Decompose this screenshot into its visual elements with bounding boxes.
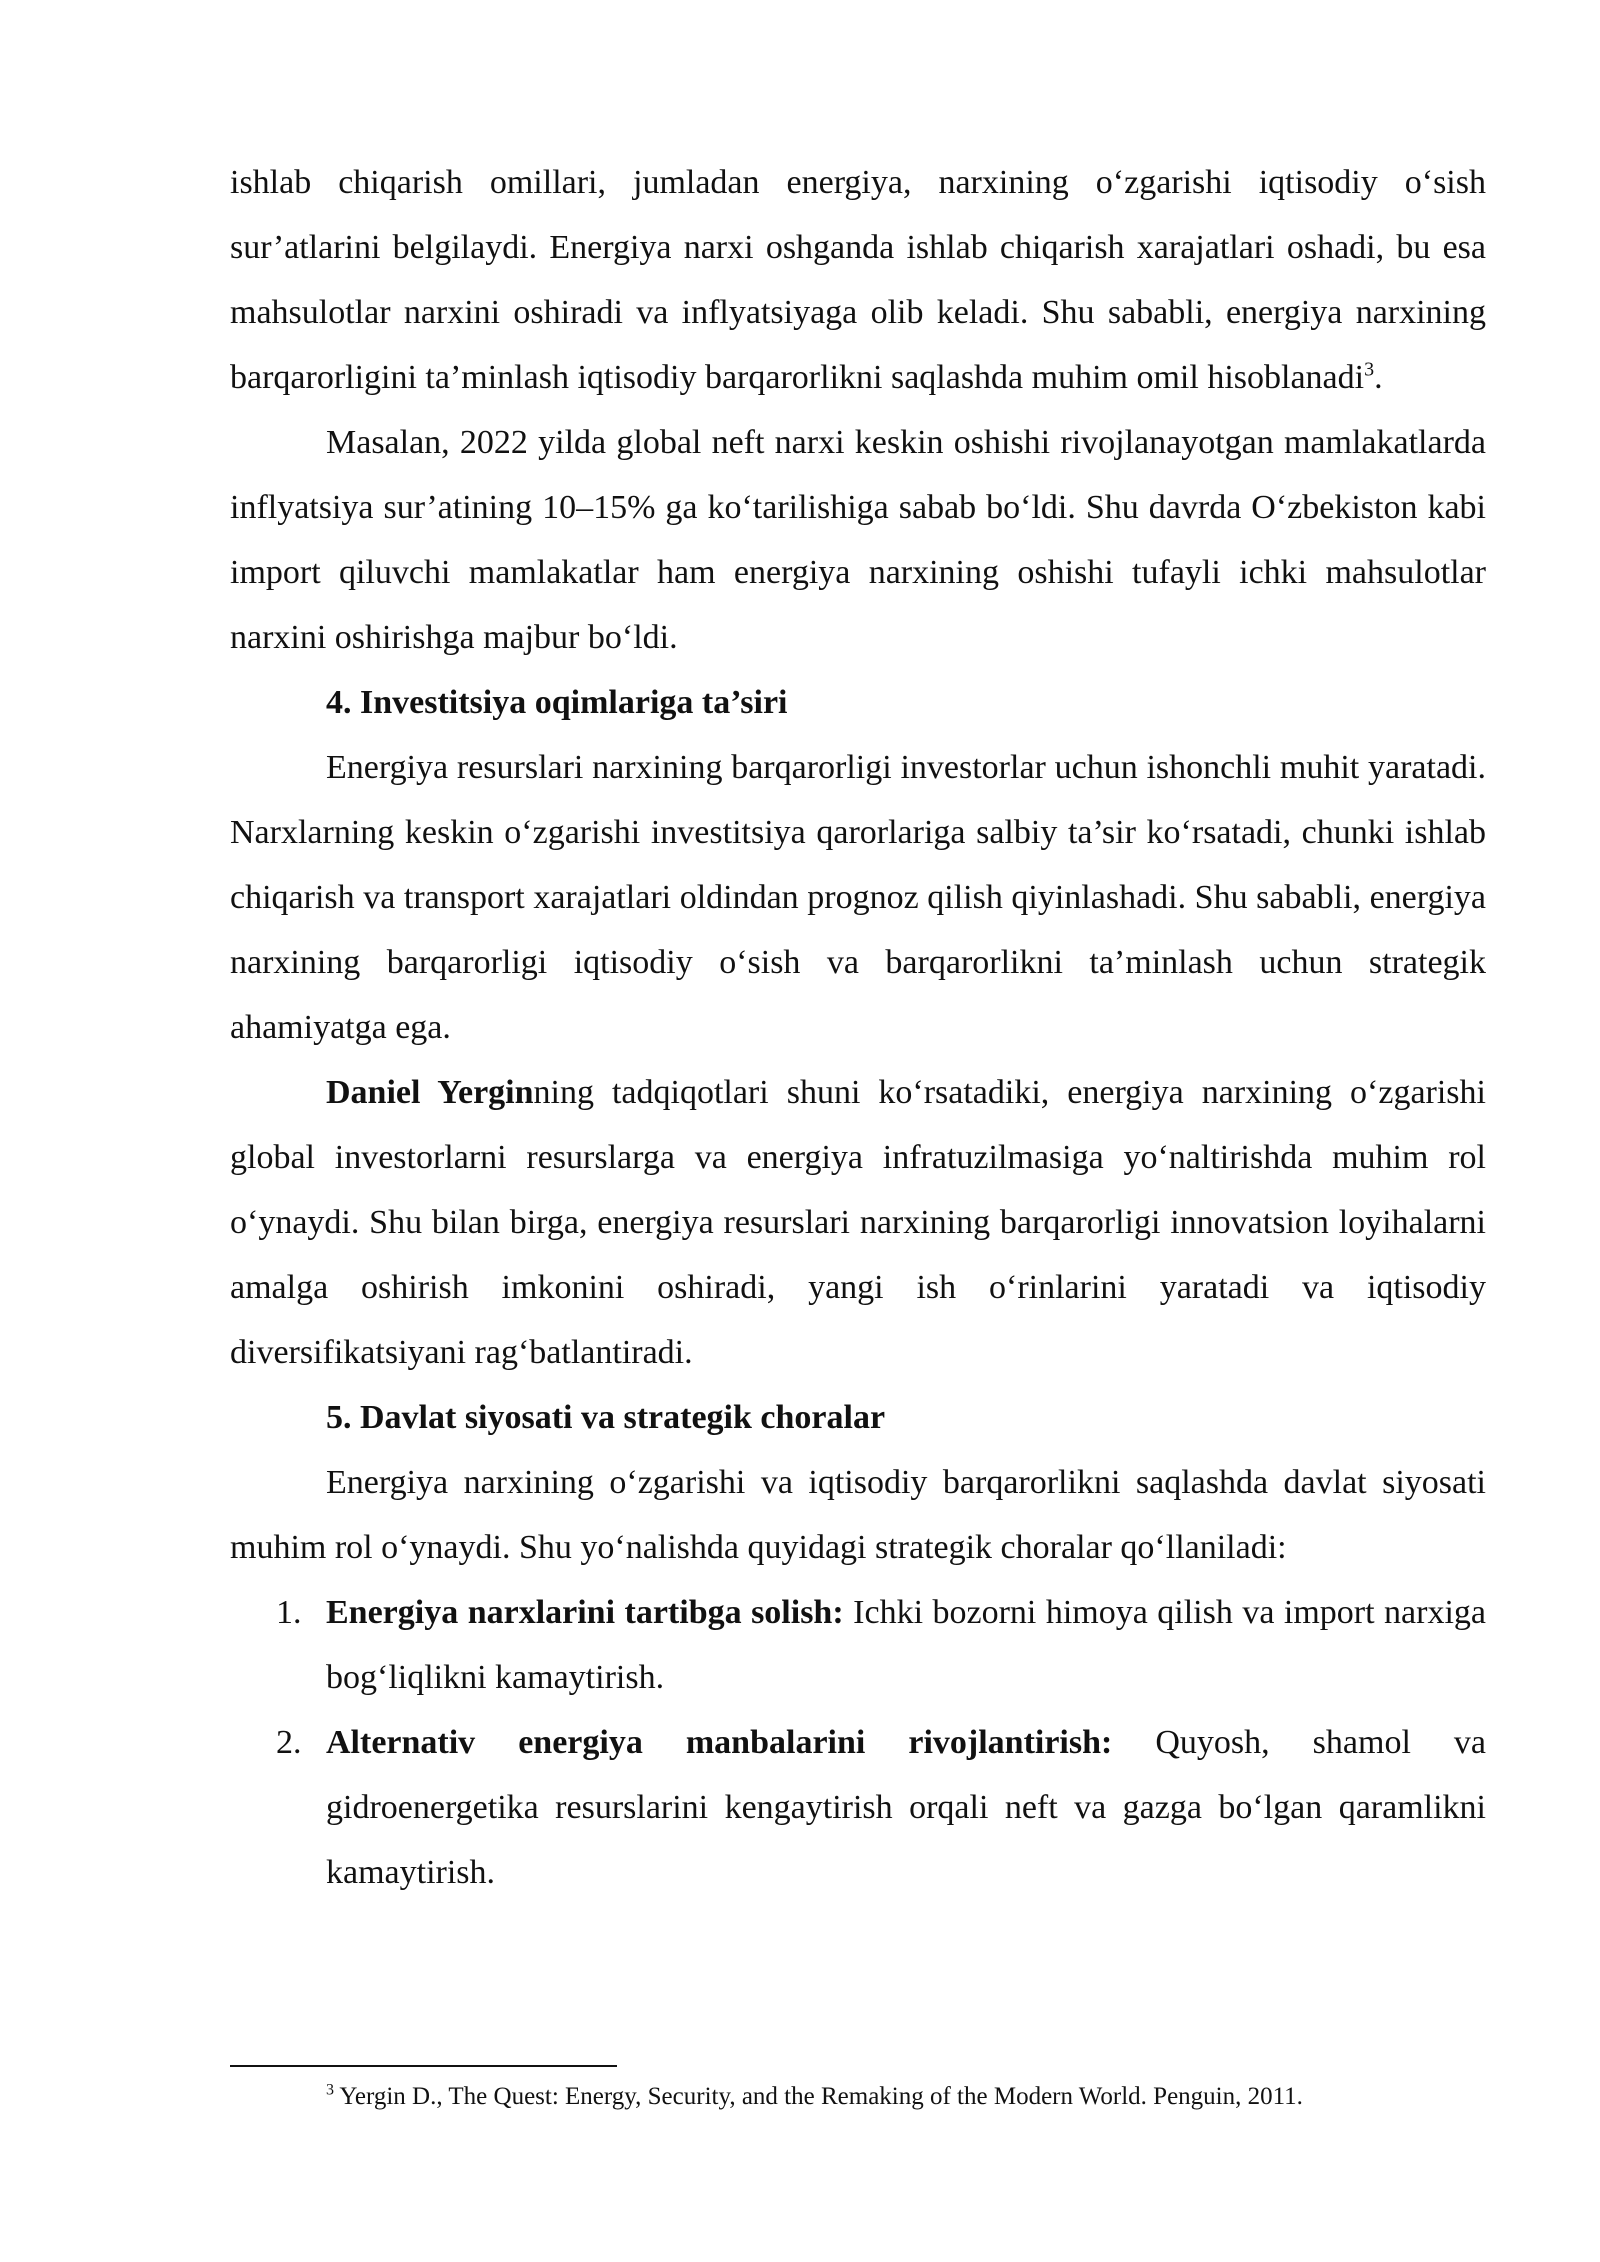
footnote-reference[interactable]: 3 — [1364, 358, 1375, 381]
footnote — [326, 2080, 1486, 2114]
list-number: 1. — [276, 1594, 302, 1631]
list-item-title: Energiya narxlarini tartibga solish: — [326, 1594, 844, 1631]
footnote-number: 3 — [326, 2081, 334, 2099]
paragraph-text: ishlab chiqarish omillari, jumladan energiya, narxining o‘zgarishi iqtisodiy o‘sish sur’atlarini belgilaydi. Energiya narxi oshganda ishlab chiqarish xarajatlari oshadi, bu esa mahsulotlar narxini oshiradi va inflyatsiyaga olib keladi. Shu sababli, energiya narxining barqarorligini ta’minlash iqtisodiy barqarorlikni saqlashda muhim omil hisoblanadi — [230, 164, 1486, 396]
list-item-text: Ichki bozorni himoya qilish va import narxiga bog‘liqlikni kamaytirish. — [326, 1594, 1486, 1696]
section-heading-investment: 4. Investitsiya oqimlariga ta’siri — [326, 684, 788, 721]
paragraph-end: . — [1374, 359, 1383, 396]
paragraph-yergin — [230, 1060, 1486, 1385]
paragraph-2022-example: Masalan, 2022 yilda global neft narxi keskin oshishi rivojlanayotgan mamlakatlarda inflyatsiya sur’atining 10–15% ga ko‘tarilishiga sabab bo‘ldi. Shu davrda O‘zbekiston kabi import qiluvchi mamlakatlar ham energiya narxining oshishi tufayli ichki mahsulotlar narxini oshirishga majbur bo‘ldi. — [230, 424, 1486, 656]
document-body — [230, 150, 1486, 1905]
list-number: 2. — [276, 1724, 302, 1761]
footnote-text: Yergin D., The Quest: Energy, Security, and the Remaking of the Modern World. Penguin, 2011. — [334, 2083, 1303, 2110]
paragraph-policy: Energiya narxining o‘zgarishi va iqtisodiy barqarorlikni saqlashda davlat siyosati muhim rol o‘ynaydi. Shu yo‘nalishda quyidagi strategik choralar qo‘llaniladi: — [230, 1464, 1486, 1566]
list-item — [230, 1710, 1486, 1905]
section-heading-policy: 5. Davlat siyosati va strategik choralar — [326, 1399, 886, 1436]
footnote-separator — [230, 2065, 617, 2067]
list-item — [230, 1580, 1486, 1710]
author-name: Daniel Yergin — [326, 1074, 534, 1111]
paragraph-energy-price-growth — [230, 150, 1486, 410]
strategy-list — [230, 1580, 1486, 1905]
paragraph-investment: Energiya resurslari narxining barqarorligi investorlar uchun ishonchli muhit yaratadi. Narxlarning keskin o‘zgarishi investitsiya qarorlariga salbiy ta’sir ko‘rsatadi, chunki ishlab chiqarish va transport xarajatlari oldindan prognoz qilish qiyinlashadi. Shu sababli, energiya narxining barqarorligi iqtisodiy o‘sish va barqarorlikni ta’minlash uchun strategik ahamiyatga ega. — [230, 749, 1486, 1046]
paragraph-text: ning tadqiqotlari shuni ko‘rsatadiki, energiya narxining o‘zgarishi global investorlarni resurslarga va energiya infratuzilmasiga yo‘naltirishda muhim rol o‘ynaydi. Shu bilan birga, energiya resurslari narxining barqarorligi innovatsion loyihalarni amalga oshirish imkonini oshiradi, yangi ish o‘rinlarini yaratadi va iqtisodiy diversifikatsiyani rag‘batlantiradi. — [230, 1074, 1486, 1371]
list-item-title: Alternativ energiya manbalarini rivojlantirish: — [326, 1724, 1113, 1761]
list-item-text: Quyosh, shamol va gidroenergetika resurslarini kengaytirish orqali neft va gazga bo‘lgan qaramlikni kamaytirish. — [326, 1724, 1486, 1891]
